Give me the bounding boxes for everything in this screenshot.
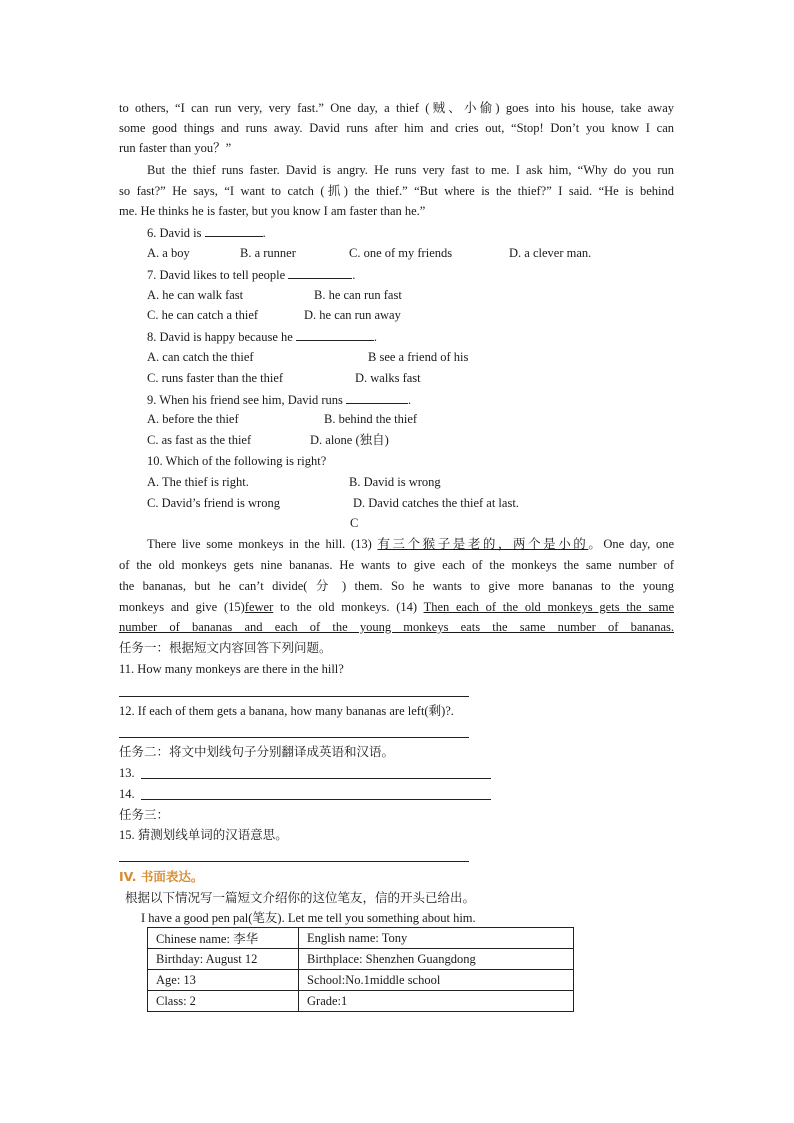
option-d[interactable]: D. David catches the thief at last. — [353, 496, 519, 510]
table-cell: Birthplace: Shenzhen Guangdong — [299, 949, 574, 970]
table-cell: School:No.1middle school — [299, 970, 574, 991]
question-14: 14. — [119, 787, 135, 801]
answer-line[interactable] — [141, 778, 491, 779]
option-a[interactable]: A. he can walk fast — [147, 288, 244, 302]
option-a[interactable]: A. a boy — [147, 246, 190, 260]
passage-line: to others, “I can run very, very fast.” One day, a thief (贼、小偷) goes into his house, take away — [119, 101, 674, 115]
option-c[interactable]: C. as fast as the thief — [147, 433, 252, 447]
table-cell: Grade:1 — [299, 991, 574, 1012]
question-11: 11. How many monkeys are there in the hill? — [119, 662, 344, 676]
question-stem: 7. David likes to tell people . — [147, 265, 794, 284]
underlined-sentence-14: Then each of the old monkeys gets the same — [423, 600, 675, 614]
pen-pal-info-table — [147, 927, 574, 1012]
option-b[interactable]: B see a friend of his — [368, 350, 469, 364]
table-cell: Age: 13 — [148, 970, 299, 991]
option-c[interactable]: C. he can catch a thief — [147, 308, 259, 322]
writing-opening: I have a good pen pal(笔友). Let me tell you something about him. — [141, 911, 476, 925]
task-heading: 任务一：根据短文内容回答下列问题。 — [119, 641, 332, 655]
question-15: 15. 猜测划线单词的汉语意思。 — [119, 828, 288, 842]
answer-line[interactable] — [119, 861, 469, 862]
passage-line: of the old monkeys gets nine bananas. He wants to give each of the monkeys the same number of — [119, 558, 674, 572]
underlined-sentence-14-cont: number of bananas and each of the young monkeys eats the same number of bananas. — [119, 620, 674, 634]
table-cell: Birthday: August 12 — [148, 949, 299, 970]
question-stem: 8. David is happy because he . — [147, 327, 794, 346]
passage-line: run faster than you？” — [119, 141, 232, 155]
underlined-sentence-13: 有三个猴子是老的，两个是小的 — [377, 537, 589, 551]
writing-instruction: 根据以下情况写一篇短文介绍你的这位笔友，信的开头已给出。 — [125, 891, 476, 905]
table-cell: Chinese name: 李华 — [148, 928, 299, 949]
option-c[interactable]: C. David’s friend is wrong — [147, 496, 280, 510]
table-row — [148, 949, 574, 970]
table-row — [148, 970, 574, 991]
passage-line: some good things and runs away. David runs after him and cries out, “Stop! Don’t you know I can — [119, 121, 674, 135]
option-d[interactable]: D. alone (独自) — [310, 433, 389, 447]
option-a[interactable]: A. The thief is right. — [147, 475, 249, 489]
option-a[interactable]: A. can catch the thief — [147, 350, 254, 364]
option-b[interactable]: B. he can run fast — [314, 288, 402, 302]
option-c[interactable]: C. one of my friends — [349, 246, 453, 260]
table-row — [148, 928, 574, 949]
answer-blank[interactable] — [288, 265, 352, 279]
option-b[interactable]: B. David is wrong — [349, 475, 441, 489]
passage-line: so fast?” He says, “I want to catch (抓) the thief.” “But where is the thief?” I said. “He is behind — [119, 184, 674, 198]
task-heading: 任务三： — [119, 808, 170, 822]
option-b[interactable]: B. a runner — [240, 246, 296, 260]
passage-line: the bananas, but he can’t divide( 分 ) them. So he wants to give more bananas to the young — [119, 579, 674, 593]
table-row — [148, 991, 574, 1012]
question-stem: 9. When his friend see him, David runs . — [147, 390, 794, 409]
question-13: 13. — [119, 766, 135, 780]
answer-blank[interactable] — [296, 327, 374, 341]
answer-line[interactable] — [141, 799, 491, 800]
question-stem: 10. Which of the following is right? — [147, 454, 327, 468]
option-d[interactable]: D. walks fast — [355, 371, 421, 385]
question-12: 12. If each of them gets a banana, how many bananas are left(剩)?. — [119, 704, 454, 718]
answer-line[interactable] — [119, 737, 469, 738]
option-c[interactable]: C. runs faster than the thief — [147, 371, 284, 385]
section-heading: IV. 书面表达。 — [119, 869, 204, 884]
question-stem: 6. David is . — [147, 223, 794, 242]
answer-blank[interactable] — [205, 223, 263, 237]
option-d[interactable]: D. he can run away — [304, 308, 401, 322]
table-cell: Class: 2 — [148, 991, 299, 1012]
answer-blank[interactable] — [346, 390, 408, 404]
option-b[interactable]: B. behind the thief — [324, 412, 418, 426]
option-d[interactable]: D. a clever man. — [509, 246, 592, 260]
section-letter: C — [350, 516, 359, 530]
passage-line: But the thief runs faster. David is angry. He runs very fast to me. I ask him, “Why do you run — [147, 163, 674, 177]
passage-line: monkeys and give (15)fewer to the old monkeys. (14) Then each of the old monkeys gets the same — [119, 600, 675, 614]
passage-line: me. He thinks he is faster, but you know I am faster than he.” — [119, 204, 426, 218]
task-heading: 任务二：将文中划线句子分别翻译成英语和汉语。 — [119, 745, 395, 759]
table-cell: English name: Tony — [299, 928, 574, 949]
underlined-word-15: fewer — [244, 600, 274, 614]
option-a[interactable]: A. before the thief — [147, 412, 239, 426]
passage-line: There live some monkeys in the hill. (13) 有三个猴子是老的，两个是小的。One day, one — [147, 537, 674, 551]
answer-line[interactable] — [119, 696, 469, 697]
